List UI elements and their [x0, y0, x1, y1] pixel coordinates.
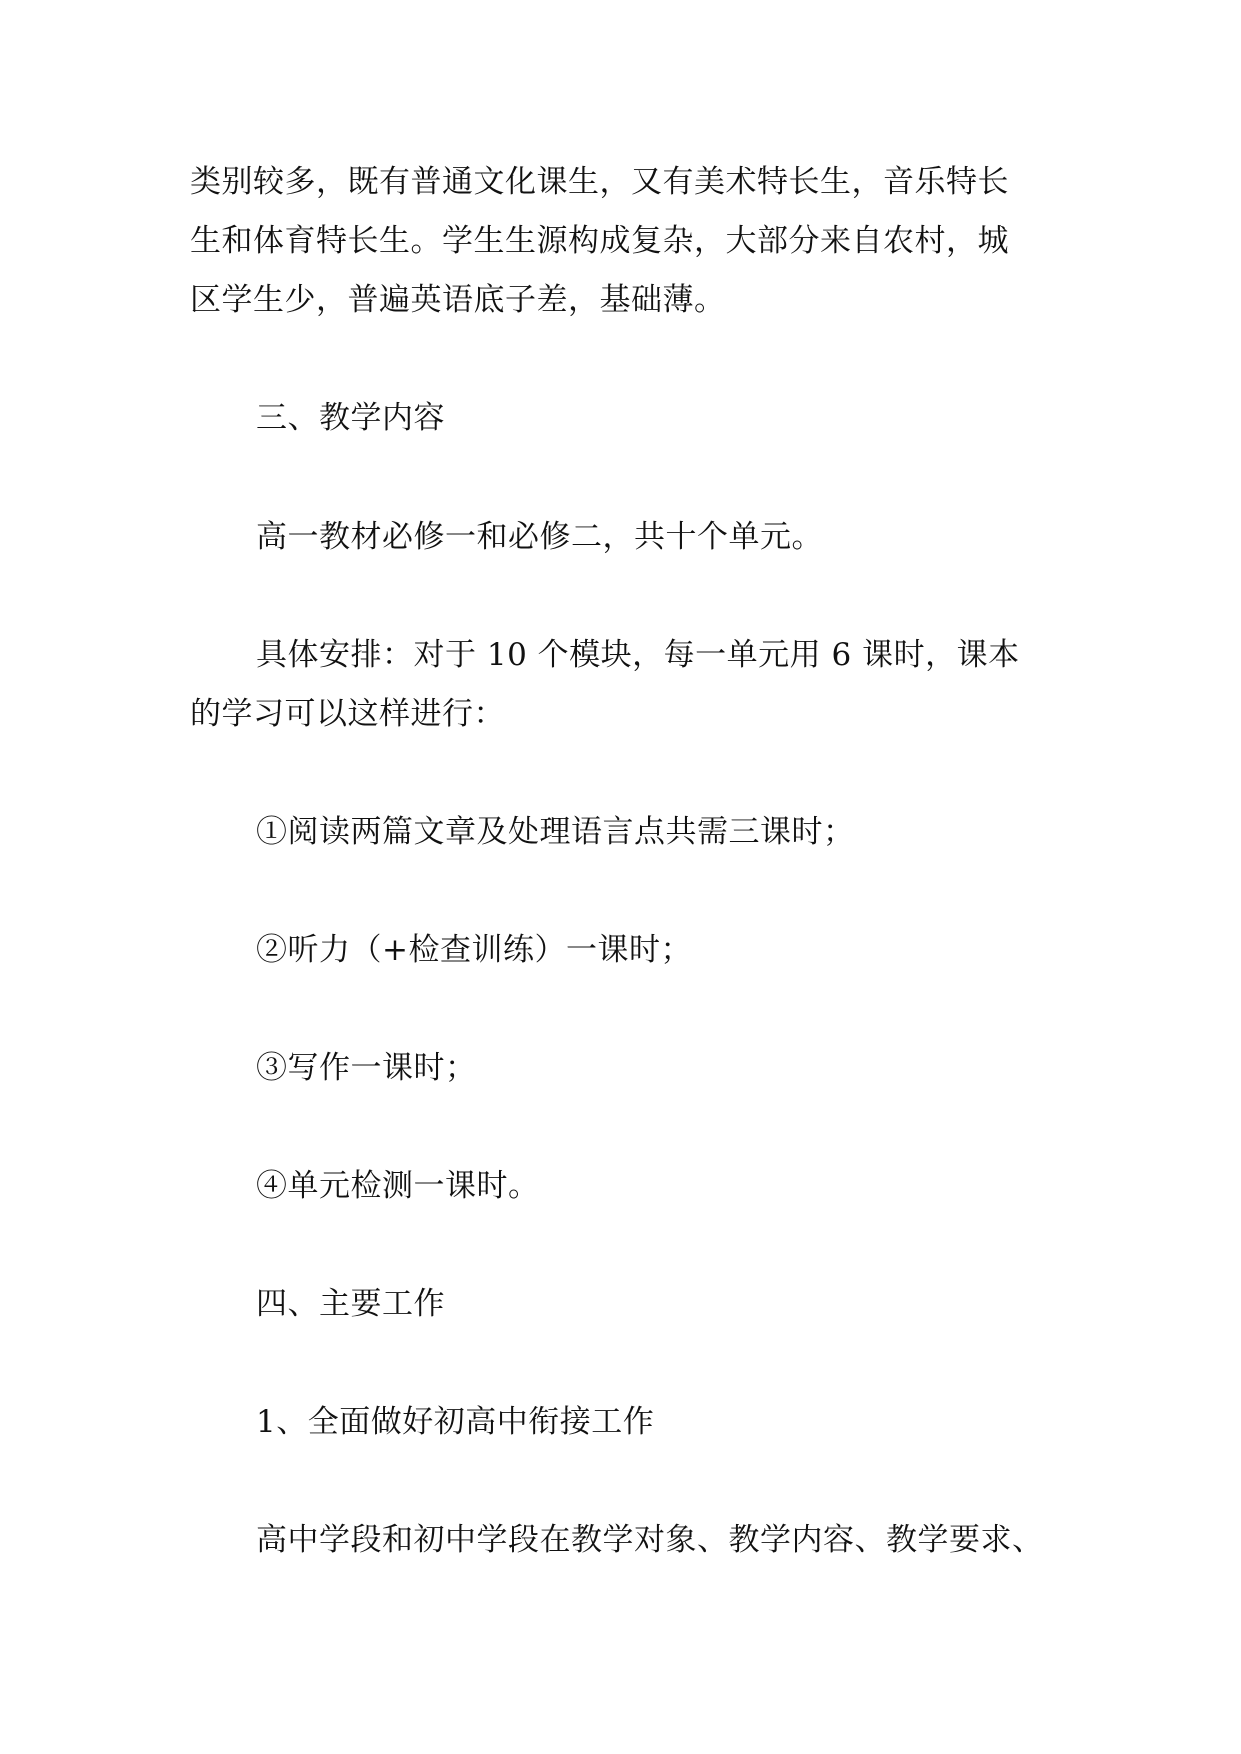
paragraph-schedule-line-2: 的学习可以这样进行： [190, 696, 505, 732]
subheading-1: 1、全面做好初高中衔接工作 [256, 1404, 655, 1440]
paragraph-textbook: 高一教材必修一和必修二，共十个单元。 [256, 519, 823, 555]
paragraph-line-3: 区学生少，普遍英语底子差，基础薄。 [190, 282, 726, 318]
section-heading-4: 四、主要工作 [256, 1286, 445, 1322]
section-heading-3: 三、教学内容 [256, 400, 445, 436]
paragraph-schedule-line-1: 具体安排：对于 10 个模块，每一单元用 6 课时，课本 [256, 637, 1020, 673]
list-item-listening: ②听力（+检查训练）一课时； [256, 932, 692, 968]
paragraph-line-2: 生和体育特长生。学生生源构成复杂，大部分来自农村，城 [190, 223, 1009, 259]
list-item-writing: ③写作一课时； [256, 1050, 477, 1086]
list-item-unit-test: ④单元检测一课时。 [256, 1168, 540, 1204]
list-item-reading: ①阅读两篇文章及处理语言点共需三课时； [256, 814, 855, 850]
paragraph-line-1: 类别较多，既有普通文化课生，又有美术特长生，音乐特长 [190, 164, 1009, 200]
paragraph-last-line: 高中学段和初中学段在教学对象、教学内容、教学要求、 [256, 1522, 1044, 1558]
